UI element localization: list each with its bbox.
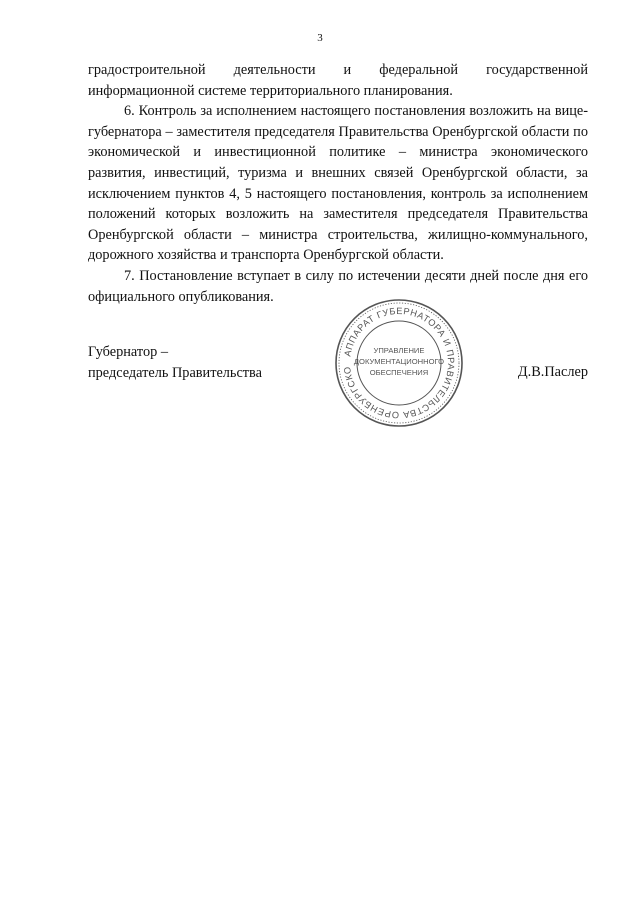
paragraph-continuation: градостроительной деятельности и федеральной государственной информационной системе территориального планирования. — [88, 62, 588, 99]
paragraph-item-6: 6. Контроль за исполнением настоящего постановления возложить на вице-губернатора – заместителя председателя Правительства Оренбургской области по экономической и инвестиционной политике – министра экономического развития, инвестиций, туризма и внешних связей Оренбургской области, за исключением пунктов 4, 5 настоящего постановления, контроль за исполнением положений которых возложить на заместителя председателя Правительства Оренбургской области – министра строительства, жилищно-коммунального, дорожного хозяйства и транспорта Оренбургской области. — [88, 103, 588, 264]
page-number: 3 — [317, 32, 323, 44]
document-body — [88, 60, 588, 307]
seal-center-line-2: ДОКУМЕНТАЦИОННОГО — [353, 357, 445, 366]
signatory-name: Д.В.Паслер — [517, 364, 588, 380]
official-seal — [332, 296, 466, 430]
seal-center-line-3: ОБЕСПЕЧЕНИЯ — [369, 368, 429, 377]
paragraph-item-7: 7. Постановление вступает в силу по истечении десяти дней после дня его официального опубликования. — [88, 267, 588, 305]
seal-ring-textpath: АППАРАТ ГУБЕРНАТОРА И ПРАВИТЕЛЬСТВА ОРЕНБУРГСКО — [342, 305, 457, 421]
signatory-title-line-2: председатель Правительства — [88, 364, 262, 381]
seal-center-line-1: УПРАВЛЕНИЕ — [373, 346, 425, 355]
signatory-title-line-1: Губернатор – — [88, 344, 168, 360]
seal-graphic — [332, 296, 466, 430]
